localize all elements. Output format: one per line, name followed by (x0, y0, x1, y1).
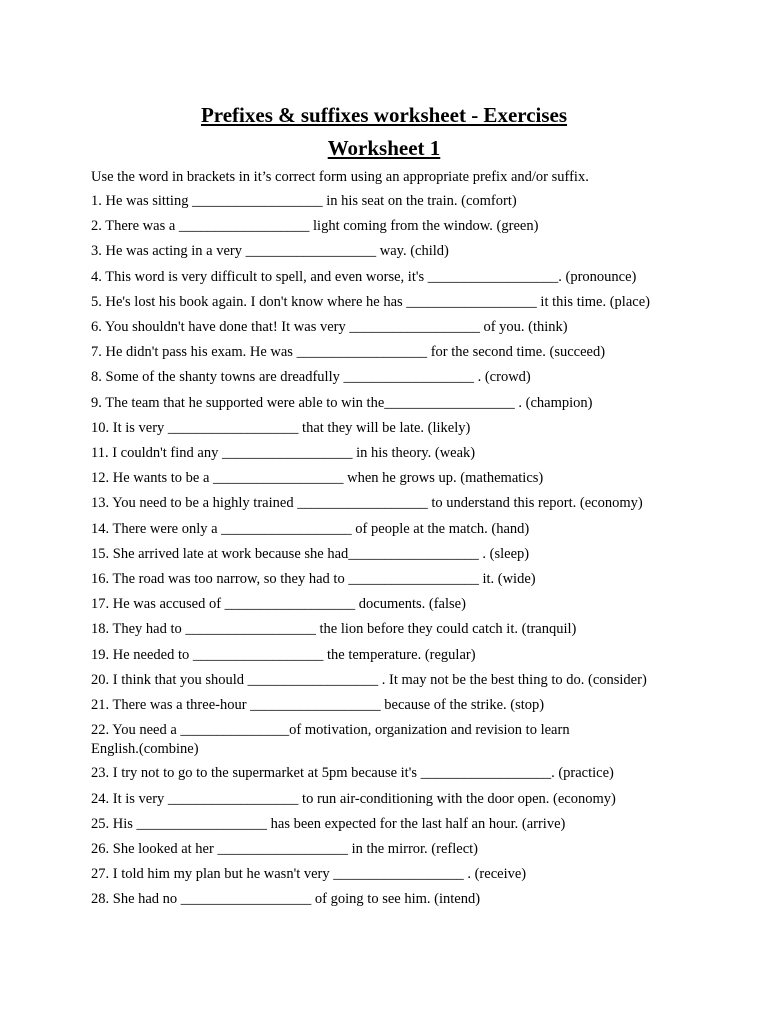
exercise-item: 3. He was acting in a very __________________ way. (child) (91, 243, 449, 260)
exercise-item: 14. There were only a __________________ of people at the match. (hand) (91, 520, 530, 537)
exercise-item: 11. I couldn't find any __________________ in his theory. (weak) (91, 445, 476, 461)
exercise-item: 8. Some of the shanty towns are dreadfully __________________ . (crowd) (91, 369, 531, 386)
instructions: Use the word in brackets in it’s correct form using an appropriate prefix and/or suffix. (91, 169, 589, 185)
exercise-item: 21. There was a three-hour __________________ because of the strike. (stop) (91, 697, 545, 713)
exercise-item: 6. You shouldn't have done that! It was very __________________ of you. (think) (91, 319, 568, 335)
exercise-item: 12. He wants to be a __________________ when he grows up. (mathematics) (91, 470, 544, 487)
exercise-item: 5. He's lost his book again. I don't know where he has __________________ it this time. (place) (91, 293, 650, 310)
exercise-item: 28. She had no __________________ of going to see him. (intend) (91, 891, 481, 908)
exercise-item: 27. I told him my plan but he wasn't very __________________ . (receive) (91, 866, 527, 883)
exercise-item: 19. He needed to __________________ the temperature. (regular) (91, 646, 476, 663)
worksheet-subtitle: Worksheet 1 (327, 136, 441, 160)
exercise-item: 22. You need a _______________of motivation, organization and revision to learn English.(combine) (91, 722, 570, 758)
exercise-item: 20. I think that you should __________________ . It may not be the best thing to do. (consider) (91, 671, 647, 688)
exercise-item: 18. They had to __________________ the lion before they could catch it. (tranquil) (91, 621, 577, 638)
exercise-item: 17. He was accused of __________________ documents. (false) (91, 596, 466, 613)
exercise-item: 25. His __________________ has been expected for the last half an hour. (arrive) (91, 815, 566, 832)
exercise-item: 16. The road was too narrow, so they had to __________________ it. (wide) (91, 571, 536, 587)
exercise-item: 4. This word is very difficult to spell, and even worse, it's __________________. (pronounce) (91, 268, 637, 285)
exercise-item: 13. You need to be a highly trained __________________ to understand this report. (economy) (91, 495, 643, 512)
exercise-item: 24. It is very __________________ to run air-conditioning with the door open. (economy) (91, 790, 616, 807)
exercise-item: 1. He was sitting __________________ in his seat on the train. (comfort) (91, 193, 517, 209)
exercise-item: 10. It is very __________________ that they will be late. (likely) (91, 419, 471, 436)
exercise-item: 23. I try not to go to the supermarket at 5pm because it's __________________. (practice) (91, 765, 614, 782)
exercise-item: 26. She looked at her __________________ in the mirror. (reflect) (91, 841, 478, 857)
exercise-item: 2. There was a __________________ light coming from the window. (green) (91, 218, 539, 235)
worksheet-title: Prefixes & suffixes worksheet - Exercises (200, 103, 568, 127)
exercise-item: 9. The team that he supported were able to win the__________________ . (champion) (91, 394, 593, 411)
exercise-item: 15. She arrived late at work because she had__________________ . (sleep) (91, 545, 530, 562)
exercise-item: 7. He didn't pass his exam. He was __________________ for the second time. (succeed) (91, 344, 606, 361)
